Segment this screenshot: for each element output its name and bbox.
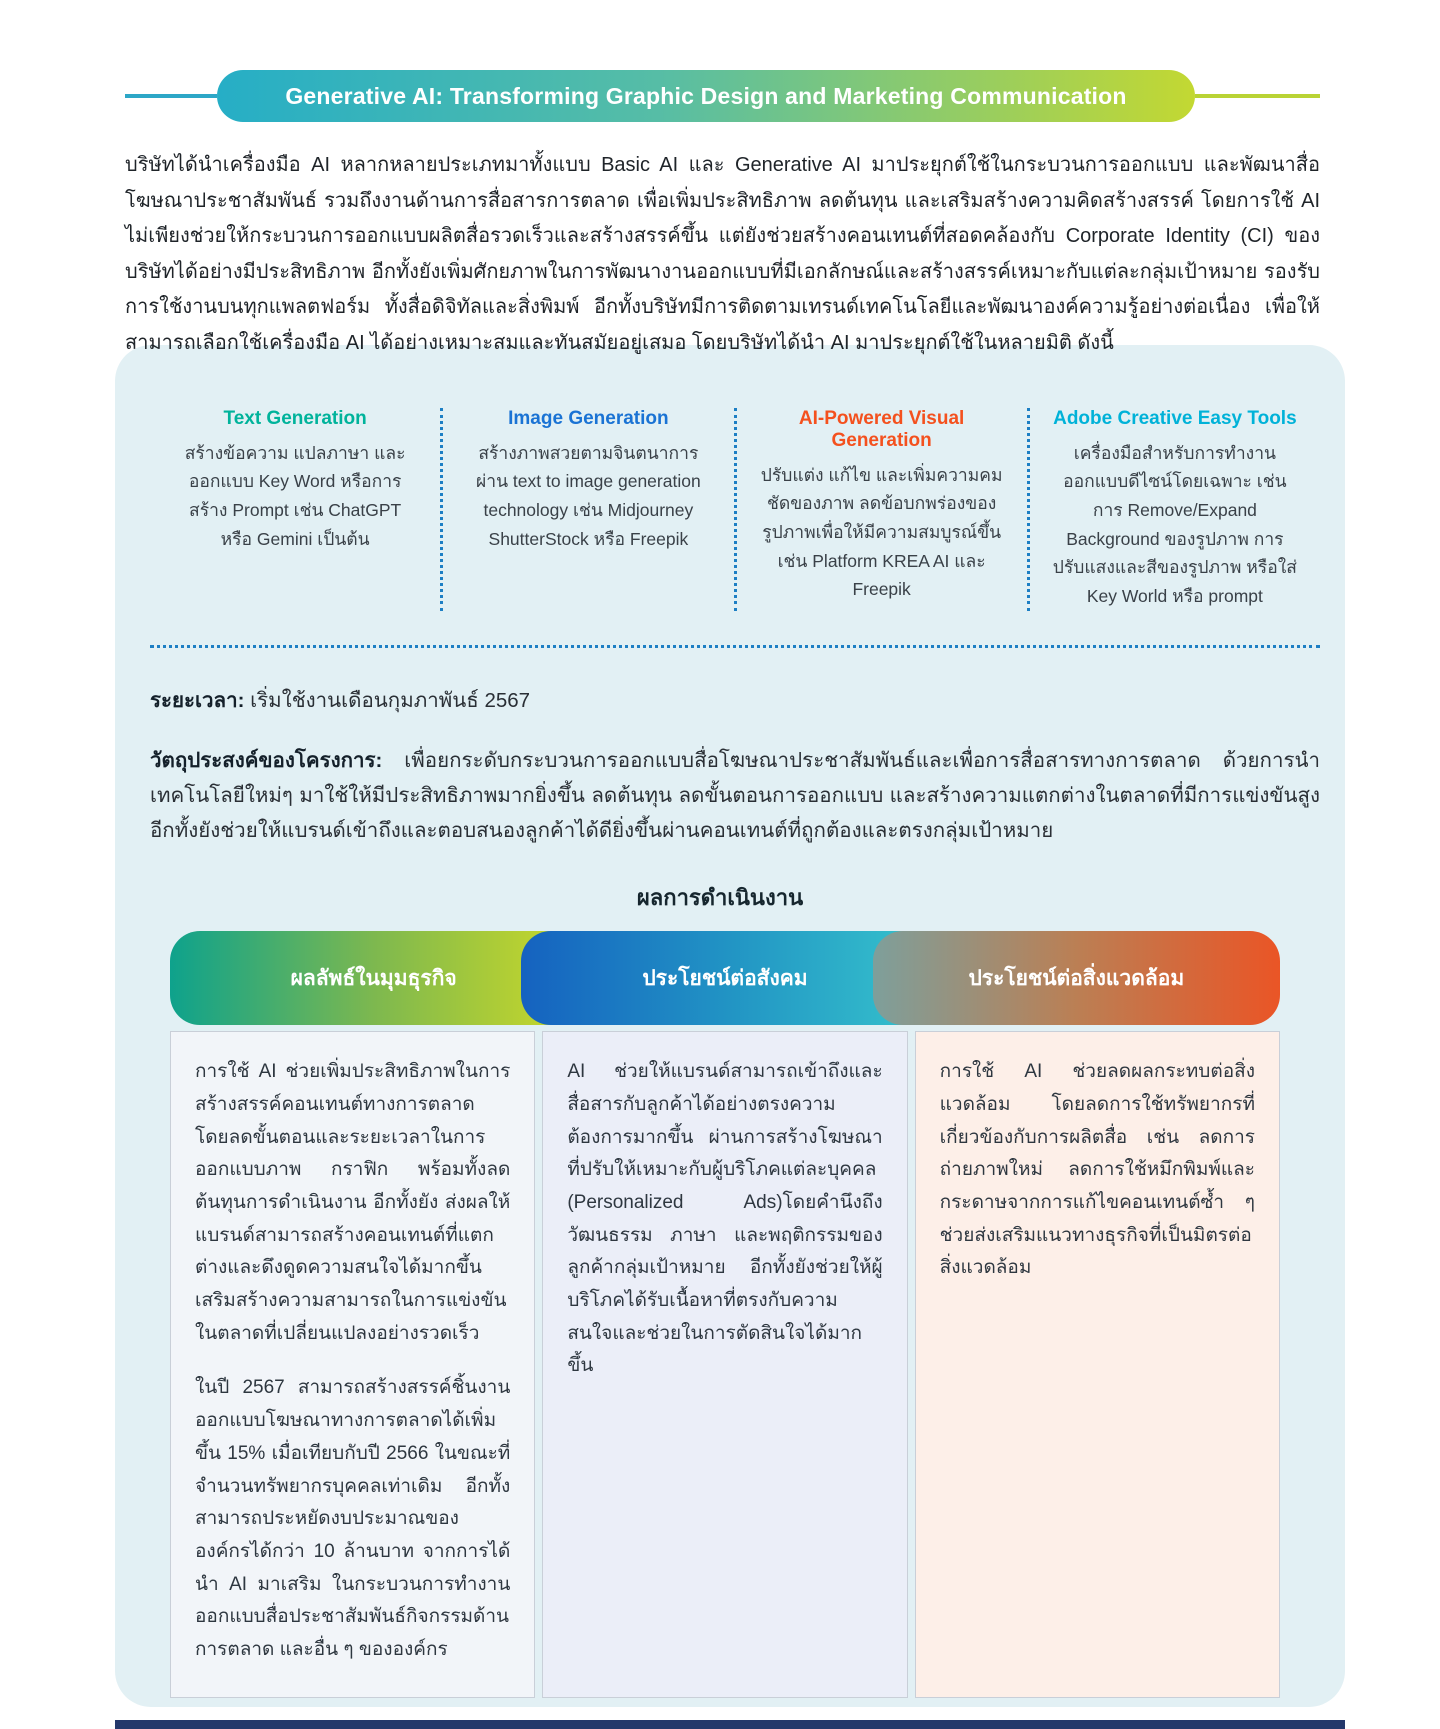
ai-tool-text-generation [150, 408, 440, 611]
results-paragraph: AI ช่วยให้แบรนด์สามารถเข้าถึงและสื่อสารกับลูกค้าได้อย่างตรงความต้องการมากขึ้น ผ่านการสร้างโฆษณาที่ปรับให้เหมาะกับผู้บริโภคแต่ละบุคคล (Personalized Ads)โดยคำนึงถึงวัฒนธรรม ภาษา และพฤติกรรมของลูกค้ากลุ่มเป้าหมาย อีกทั้งยังช่วยให้ผู้บริโภคได้รับเนื้อหาที่ตรงกับความสนใจและช่วยในการตัดสินใจได้มากขึ้น [567, 1061, 883, 1377]
ai-tool-description: เครื่องมือสำหรับการทำงานออกแบบดีไซน์โดยเฉพาะ เช่น การ Remove/Expand Background ของรูปภาพ การปรับแสงและสีของรูปภาพ หรือใส่ Key World หรือ prompt [1052, 442, 1297, 606]
period-line [150, 684, 1320, 717]
results-paragraph: ในปี 2567 สามารถสร้างสรรค์ชิ้นงานออกแบบโฆษณาทางการตลาดได้เพิ่มขึ้น 15% เมื่อเทียบกับปี 2566 ในขณะที่จำนวนทรัพยากรบุคคลเท่าเดิม อีกทั้งสามารถประหยัดงบประมาณขององค์กรได้กว่า 10 ล้านบาท จากการได้นำ AI มาเสริม ในกระบวนการทำงานออกแบบสื่อประชาสัมพันธ์กิจกรรมด้านการตลาด และอื่น ๆ ขององค์กร [195, 1377, 511, 1660]
objective-value: เพื่อยกระดับกระบวนการออกแบบสื่อโฆษณาประชาสัมพันธ์และเพื่อการสื่อสารทางการตลาด ด้วยการนำเทคโนโลยีใหม่ๆ มาใช้ให้มีประสิทธิภาพมากยิ่งขึ้น ลดต้นทุน ลดขั้นตอนการออกแบบ และสร้างความแตกต่างในตลาดที่มีการแข่งขันสูง อีกทั้งยังช่วยให้แบรนด์เข้าถึงและตอบสนองลูกค้าได้ดียิ่งขึ้นผ่านคอนเทนต์ที่ถูกต้องและตรงกลุ่มเป้าหมาย [150, 748, 1320, 843]
ai-tool-description: สร้างข้อความ แปลภาษา และออกแบบ Key Word หรือการสร้าง Prompt เช่น ChatGPT หรือ Gemini เป็นต้น [184, 442, 406, 549]
header-rule-left [125, 94, 217, 98]
results-header-row [170, 931, 1280, 1025]
results-cell-business [170, 1031, 535, 1697]
intro-paragraph: บริษัทได้นำเครื่องมือ AI หลากหลายประเภทมาทั้งแบบ Basic AI และ Generative AI มาประยุกต์ใช้ในกระบวนการออกแบบ และพัฒนาสื่อโฆษณาประชาสัมพันธ์ รวมถึงงานด้านการสื่อสารการตลาด เพื่อเพิ่มประสิทธิภาพ ลดต้นทุน และเสริมสร้างความคิดสร้างสรรค์ โดยการใช้ AI ไม่เพียงช่วยให้กระบวนการออกแบบผลิตสื่อรวดเร็วและสร้างสรรค์ขึ้น แต่ยังช่วยสร้างคอนเทนต์ที่สอดคล้องกับ Corporate Identity (CI) ของบริษัทได้อย่างมีประสิทธิภาพ อีกทั้งยังเพิ่มศักยภาพในการพัฒนางานออกแบบที่มีเอกลักษณ์และสร้างสรรค์เหมาะกับแต่ละกลุ่มเป้าหมาย รองรับการใช้งานบนทุกแพลตฟอร์ม ทั้งสื่อดิจิทัลและสิ่งพิมพ์ อีกทั้งบริษัทมีการติดตามเทรนด์เทคโนโลยีและพัฒนาองค์ความรู้อย่างต่อเนื่อง เพื่อให้สามารถเลือกใช้เครื่องมือ AI ได้อย่างเหมาะสมและทันสมัยอยู่เสมอ โดยบริษัทได้นำ AI มาประยุกต์ใช้ในหลายมิติ ดังนี้ [125, 154, 1320, 354]
ai-tools-section [150, 386, 1320, 648]
ai-tool-description: ปรับแต่ง แก้ไข และเพิ่มความคมชัดของภาพ ลดข้อบกพร่องของรูปภาพเพื่อให้มีความสมบูรณ์ขึ้น เช่น Platform KREA AI และ Freepik [760, 464, 1003, 600]
results-title: ผลการดำเนินงาน [636, 885, 804, 911]
page-header [0, 0, 1440, 122]
ai-tool-adobe-creative [1027, 408, 1320, 611]
objective-label: วัตถุประสงค์ของโครงการ: [150, 748, 383, 772]
ai-tool-description: สร้างภาพสวยตามจินตนาการผ่าน text to image generation technology เช่น Midjourney ShutterStock หรือ Freepik [476, 442, 701, 549]
period-value: เริ่มใช้งานเดือนกุมภาพันธ์ 2567 [244, 688, 531, 712]
footer-bar [115, 1720, 1345, 1729]
results-cell-social [542, 1031, 907, 1697]
ai-tool-image-generation [440, 408, 733, 611]
objective-paragraph [150, 743, 1320, 849]
results-cell-environment [915, 1031, 1280, 1697]
results-body-row [170, 1031, 1280, 1697]
ai-tool-title: AI-Powered Visual Generation [798, 407, 965, 451]
results-header-business: ผลลัพธ์ในมุมธุรกิจ [170, 931, 577, 1025]
ai-tool-title: Image Generation [508, 407, 669, 429]
results-paragraph: การใช้ AI ช่วยลดผลกระทบต่อสิ่งแวดล้อม โดยลดการใช้ทรัพยากรที่เกี่ยวข้องกับการผลิตสื่อ เช่น ลดการถ่ายภาพใหม่ ลดการใช้หมึกพิมพ์และกระดาษจากการแก้ไขคอนเทนต์ซ้ำ ๆ ช่วยส่งเสริมแนวทางธุรกิจที่เป็นมิตรต่อสิ่งแวดล้อม [939, 1061, 1255, 1279]
results-paragraph: การใช้ AI ช่วยเพิ่มประสิทธิภาพในการสร้างสรรค์คอนเทนต์ทางการตลาด โดยลดขั้นตอนและระยะเวลาในการออกแบบภาพ กราฟิก พร้อมทั้งลดต้นทุนการดำเนินงาน อีกทั้งยัง ส่งผลให้แบรนด์สามารถสร้างคอนเทนต์ที่แตกต่างและดึงดูดความสนใจได้มากขึ้น เสริมสร้างความสามารถในการแข่งขันในตลาดที่เปลี่ยนแปลงอย่างรวดเร็ว [195, 1061, 511, 1344]
header-rule-right [1195, 94, 1320, 98]
ai-tool-visual-generation [734, 408, 1027, 611]
results-table [170, 931, 1280, 1697]
results-header-environment: ประโยชน์ต่อสิ่งแวดล้อม [873, 931, 1280, 1025]
ai-tool-title: Adobe Creative Easy Tools [1053, 407, 1297, 429]
ai-tool-title: Text Generation [223, 407, 367, 429]
results-header-social: ประโยชน์ต่อสังคม [521, 931, 928, 1025]
page-title: Generative AI: Transforming Graphic Design and Marketing Communication [217, 70, 1195, 122]
period-label: ระยะเวลา: [150, 688, 245, 712]
